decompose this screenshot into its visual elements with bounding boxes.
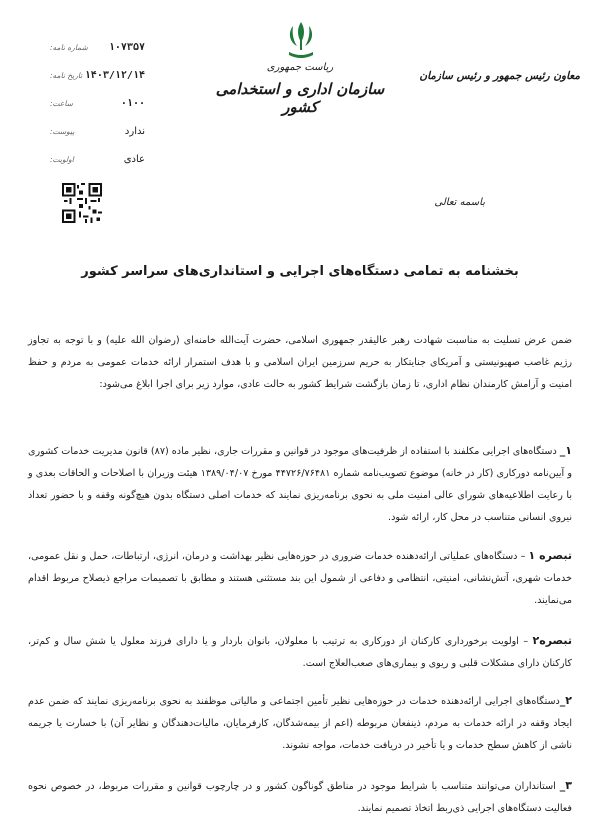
letter-date: ۱۴۰۳/۱۲/۱۴ bbox=[84, 70, 145, 81]
clause-2-text: دستگاه‌های اجرایی ارائه‌دهنده خدمات در حوزه‌هایی نظیر تأمین اجتماعی و مالیاتی موظفند به نحوی برنامه‌ریزی نمایند که ضمن عدم ایجاد وقفه در ارائه خدمات به مردم، ذینفعان مربوطه (اعم از بیمه‌شدگان، کارفرمایان، مالیات‌دهندگان و نظایر آن) با خسارت یا جریمه ناشی از کاهش سطح خدمات و یا تأخیر در دریافت خدمات، مواجه نشوند. bbox=[28, 696, 572, 751]
sender-title: معاون رئیس جمهور و رئیس سازمان bbox=[419, 70, 580, 82]
clause-2-number: ۲_ bbox=[559, 694, 572, 707]
intro-paragraph bbox=[28, 330, 572, 396]
meta-time-row bbox=[50, 98, 145, 126]
meta-priority-row bbox=[50, 154, 145, 182]
clause-3 bbox=[28, 775, 572, 820]
letter-attachment: ندارد bbox=[124, 126, 145, 137]
letter-priority: عادی bbox=[123, 154, 145, 165]
circular-title: بخشنامه به تمامی دستگاه‌های اجرایی و استانداری‌های سراسر کشور bbox=[81, 264, 519, 279]
letter-number-label: شماره نامه: bbox=[50, 43, 88, 52]
letter-priority-label: اولویت: bbox=[50, 155, 74, 164]
note-1 bbox=[28, 545, 572, 612]
note-2-label: تبصره۲ bbox=[532, 634, 572, 647]
clause-1 bbox=[28, 440, 572, 529]
letter-metadata bbox=[50, 42, 145, 182]
meta-attachment-row bbox=[50, 126, 145, 154]
org-name: سازمان اداری و استخدامی کشور bbox=[215, 80, 385, 116]
iran-emblem-icon bbox=[283, 18, 319, 62]
meta-number-row bbox=[50, 42, 145, 70]
clause-1-number: ۱_ bbox=[559, 444, 572, 457]
letter-time: ۰۱۰۰ bbox=[120, 98, 145, 109]
intro-text: ضمن عرض تسلیت به مناسبت شهادت رهبر عالیقدر جمهوری اسلامی، حضرت آیت‌الله خامنه‌ای (رضوان الله علیه) و با توجه به تجاوز رژیم غاصب صهیونیستی و آمریکای جنایتکار به حریم سرزمین ایران اسلامی و با هدف استمرار ارائه خدمات عمومی به مردم و حفظ امنیت و آرامش کارمندان نظام اداری، تا زمان بازگشت شرایط کشور به حالت عادی، موارد زیر برای اجرا ابلاغ می‌شود: bbox=[28, 335, 572, 390]
letter-attachment-label: پیوست: bbox=[50, 127, 75, 136]
clause-3-number: ۳_ bbox=[559, 779, 572, 792]
note-1-label: تبصره ۱ bbox=[528, 549, 572, 562]
letter-number: ۱۰۷۳۵۷ bbox=[108, 42, 145, 53]
letter-time-label: ساعت: bbox=[50, 99, 73, 108]
clause-1-text: دستگاه‌های اجرایی مکلفند با استفاده از ظرفیت‌های موجود در قوانین و مقررات جاری، نظیر ماده (۸۷) قانون مدیریت خدمات کشوری و آیین‌نامه دورکاری (کار در خانه) موضوع تصویب‌نامه شماره ۴۴۷۲۶/۷۶۴۸۱ مورخ ۱۳۸۹/۰۴/۰۷ هیئت وزیران با اصلاحات و الحاقات بعدی و با رعایت اطلاعیه‌های شورای عالی امنیت ملی به نحوی برنامه‌ریزی نمایند که خدمات اصلی دستگاه بدون هیچ‌گونه وقفه و با حضور تعداد نیروی انسانی متناسب در محل کار، ارائه شود. bbox=[28, 446, 572, 523]
meta-date-row bbox=[50, 70, 145, 98]
basmala-heading: باسمه تعالی bbox=[434, 197, 485, 208]
qr-code-icon bbox=[62, 183, 102, 223]
note-1-text: – دستگاه‌های عملیاتی ارائه‌دهنده خدمات ضروری در حوزه‌هایی نظیر بهداشت و درمان، انرژی، ارتباطات، حمل و نقل عمومی، خدمات شهری، آتش‌نشانی، امنیتی، انتظامی و دفاعی از شمول این بند مستثنی هستند و مطابق با تصمیمات مراجع ذیصلاح مربوط اقدام می‌نمایند. bbox=[28, 551, 572, 606]
letter-date-label: تاریخ نامه: bbox=[50, 71, 83, 80]
clause-3-text: استانداران می‌توانند متناسب با شرایط موجود در مناطق گوناگون کشور و در چارچوب قوانین و مقررات مربوط، در خصوص نحوه فعالیت دستگاه‌های اجرایی ذی‌ربط اتخاذ تصمیم نمایند. bbox=[28, 781, 572, 814]
note-2 bbox=[28, 630, 572, 675]
org-parent-name: ریاست جمهوری bbox=[266, 62, 334, 73]
clause-2 bbox=[28, 690, 572, 757]
note-2-text: – اولویت برخورداری کارکنان از دورکاری به ترتیب با معلولان، بانوان باردار و یا دارای فرزند معلول یا شش سال و کم‌تر، کارکنان دارای مشکلات قلبی و ریوی و بیماری‌های صعب‌العلاج است. bbox=[28, 636, 572, 669]
